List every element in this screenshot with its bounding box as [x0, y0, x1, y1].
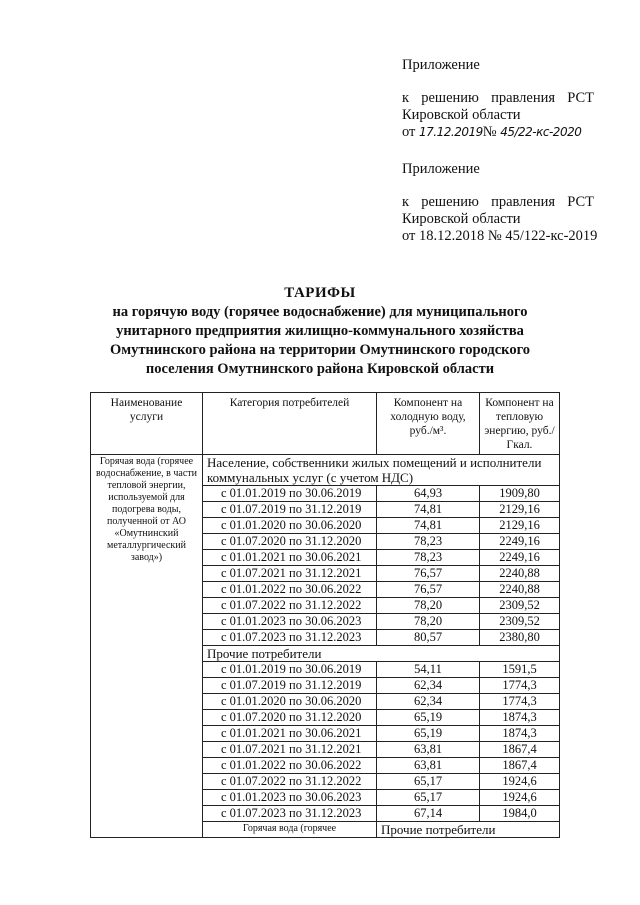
period-cell: с 01.07.2021 по 31.12.2021 [203, 742, 377, 758]
appendix-decision-line: к решению правления РСТ [402, 194, 594, 210]
period-cell: с 01.07.2023 по 31.12.2023 [203, 806, 377, 822]
heat-energy-value: 1591,5 [480, 662, 560, 678]
period-cell: с 01.07.2020 по 31.12.2020 [203, 534, 377, 550]
period-cell: с 01.01.2021 по 30.06.2021 [203, 726, 377, 742]
cold-water-value: 62,34 [377, 694, 480, 710]
period-cell: с 01.07.2021 по 31.12.2021 [203, 566, 377, 582]
appendix-title: Приложение [402, 57, 480, 73]
heat-energy-value: 1867,4 [480, 742, 560, 758]
appendix-date-line: от 18.12.2018 № 45/122-кс-2019 [402, 228, 598, 244]
period-cell: с 01.07.2022 по 31.12.2022 [203, 598, 377, 614]
period-cell: с 01.01.2023 по 30.06.2023 [203, 614, 377, 630]
document-title: ТАРИФЫ [284, 285, 356, 301]
cold-water-value: 76,57 [377, 566, 480, 582]
heat-energy-value: 1874,3 [480, 726, 560, 742]
heat-energy-value: 1774,3 [480, 694, 560, 710]
period-cell: с 01.07.2023 по 31.12.2023 [203, 630, 377, 646]
header-heat-energy: Компонент на тепловую энергию, руб./Гкал. [480, 393, 560, 455]
cold-water-value: 65,19 [377, 726, 480, 742]
appendix-title: Приложение [402, 161, 480, 177]
cold-water-value: 63,81 [377, 758, 480, 774]
heat-energy-value: 2129,16 [480, 502, 560, 518]
header-service: Наименование услуги [91, 393, 203, 455]
heat-energy-value: 2309,52 [480, 598, 560, 614]
appendix-date-line: от 17.12.2019№ 45/22-кс-2020 [402, 124, 582, 140]
period-cell: с 01.01.2022 по 30.06.2022 [203, 582, 377, 598]
cold-water-value: 74,81 [377, 502, 480, 518]
heading-line: Омутнинского района на территории Омутнинского городского [109, 342, 531, 358]
cold-water-value: 78,23 [377, 534, 480, 550]
cold-water-value: 63,81 [377, 742, 480, 758]
period-cell: с 01.07.2022 по 31.12.2022 [203, 774, 377, 790]
heat-energy-value: 1909,80 [480, 486, 560, 502]
service-name-cell: Горячая вода (горячее [203, 822, 377, 838]
cold-water-value: 80,57 [377, 630, 480, 646]
header-category: Категория потребителей [203, 393, 377, 455]
heat-energy-value: 1874,3 [480, 710, 560, 726]
appendix-block-current [402, 57, 594, 141]
appendix-region-line: Кировской области [402, 211, 521, 227]
group-label: Прочие потребители [377, 822, 560, 838]
cold-water-value: 78,23 [377, 550, 480, 566]
header-cold-water: Компонент на холодную воду, руб./м³. [377, 393, 480, 455]
group-label: Население, собственники жилых помещений и исполнители коммунальных услуг (с учетом НДС) [203, 455, 560, 486]
handwritten-date: 17.12.2019 [419, 125, 483, 139]
cold-water-value: 76,57 [377, 582, 480, 598]
cold-water-value: 67,14 [377, 806, 480, 822]
heat-energy-value: 1924,6 [480, 774, 560, 790]
heat-energy-value: 2380,80 [480, 630, 560, 646]
cold-water-value: 78,20 [377, 614, 480, 630]
period-cell: с 01.01.2019 по 30.06.2019 [203, 486, 377, 502]
period-cell: с 01.01.2020 по 30.06.2020 [203, 694, 377, 710]
heat-energy-value: 1984,0 [480, 806, 560, 822]
service-name-cell: Горячая вода (горячее водоснабжение, в части тепловой энергии, используемой для подогрева воды, полученной от АО «Омутнинский металлургический завод») [91, 455, 203, 838]
cold-water-value: 65,17 [377, 790, 480, 806]
heading-line: поселения Омутнинского района Кировской области [145, 361, 495, 377]
heading-line: унитарного предприятия жилищно-коммунального хозяйства [116, 323, 524, 339]
period-cell: с 01.01.2019 по 30.06.2019 [203, 662, 377, 678]
period-cell: с 01.01.2021 по 30.06.2021 [203, 550, 377, 566]
cold-water-value: 78,20 [377, 598, 480, 614]
period-cell: с 01.01.2020 по 30.06.2020 [203, 518, 377, 534]
heat-energy-value: 2240,88 [480, 582, 560, 598]
handwritten-number: 45/22-кс-2020 [500, 125, 582, 139]
cold-water-value: 64,93 [377, 486, 480, 502]
heat-energy-value: 1774,3 [480, 678, 560, 694]
cold-water-value: 65,19 [377, 710, 480, 726]
cold-water-value: 54,11 [377, 662, 480, 678]
heat-energy-value: 2309,52 [480, 614, 560, 630]
tariff-table [90, 392, 560, 838]
heat-energy-value: 2129,16 [480, 518, 560, 534]
table-header-row [91, 393, 560, 455]
appendix-region-line: Кировской области [402, 107, 521, 123]
cold-water-value: 62,34 [377, 678, 480, 694]
appendix-block-previous [402, 161, 597, 245]
group-row-population [91, 455, 560, 486]
heat-energy-value: 2240,88 [480, 566, 560, 582]
group-label: Прочие потребители [203, 646, 560, 662]
heat-energy-value: 2249,16 [480, 550, 560, 566]
period-cell: с 01.01.2023 по 30.06.2023 [203, 790, 377, 806]
appendix-decision-line: к решению правления РСТ [402, 90, 594, 106]
period-cell: с 01.01.2022 по 30.06.2022 [203, 758, 377, 774]
period-cell: с 01.07.2020 по 31.12.2020 [203, 710, 377, 726]
period-cell: с 01.07.2019 по 31.12.2019 [203, 502, 377, 518]
heat-energy-value: 2249,16 [480, 534, 560, 550]
document-heading [100, 284, 540, 379]
period-cell: с 01.07.2019 по 31.12.2019 [203, 678, 377, 694]
heat-energy-value: 1924,6 [480, 790, 560, 806]
heat-energy-value: 1867,4 [480, 758, 560, 774]
heading-line: на горячую воду (горячее водоснабжение) для муниципального [112, 304, 528, 320]
cold-water-value: 65,17 [377, 774, 480, 790]
cold-water-value: 74,81 [377, 518, 480, 534]
